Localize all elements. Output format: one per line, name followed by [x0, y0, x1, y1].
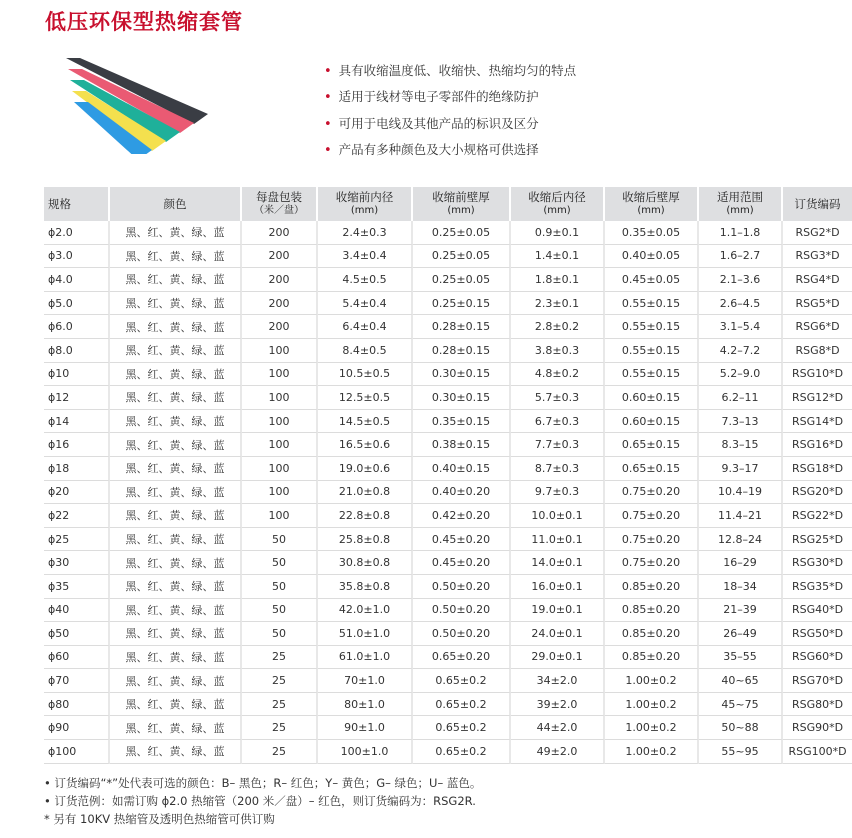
- table-row: [44, 740, 852, 764]
- table-cell: 6.2–11: [699, 386, 783, 410]
- table-cell: RSG6*D: [783, 315, 852, 339]
- table-cell: ϕ5.0: [44, 292, 110, 316]
- table-cell: 1.00±0.2: [605, 693, 699, 717]
- table-cell: 8.4±0.5: [318, 339, 413, 363]
- table-cell: 黑、红、黄、绿、蓝: [110, 646, 242, 670]
- table-body: [44, 221, 852, 764]
- table-cell: 0.85±0.20: [605, 622, 699, 646]
- table-cell: 0.65±0.15: [605, 457, 699, 481]
- table-cell: 4.2–7.2: [699, 339, 783, 363]
- table-cell: 80±1.0: [318, 693, 413, 717]
- table-cell: 0.35±0.05: [605, 221, 699, 245]
- table-row: [44, 481, 852, 505]
- table-cell: 黑、红、黄、绿、蓝: [110, 575, 242, 599]
- bullet-icon: •: [324, 64, 332, 79]
- table-cell: RSG30*D: [783, 551, 852, 575]
- table-cell: 2.3±0.1: [511, 292, 605, 316]
- table-cell: 0.75±0.20: [605, 481, 699, 505]
- table-cell: 5.4±0.4: [318, 292, 413, 316]
- table-cell: 0.65±0.15: [605, 433, 699, 457]
- table-cell: 4.5±0.5: [318, 268, 413, 292]
- table-cell: 黑、红、黄、绿、蓝: [110, 410, 242, 434]
- table-cell: 3.4±0.4: [318, 245, 413, 269]
- table-row: [44, 551, 852, 575]
- table-cell: 1.00±0.2: [605, 740, 699, 764]
- table-cell: RSG2*D: [783, 221, 852, 245]
- table-cell: 16–29: [699, 551, 783, 575]
- table-cell: 100: [242, 481, 318, 505]
- table-cell: 50: [242, 622, 318, 646]
- table-cell: 0.55±0.15: [605, 292, 699, 316]
- table-cell: 黑、红、黄、绿、蓝: [110, 716, 242, 740]
- table-cell: 11.4–21: [699, 504, 783, 528]
- table-cell: 200: [242, 315, 318, 339]
- table-cell: 0.38±0.15: [413, 433, 511, 457]
- table-cell: 10.5±0.5: [318, 363, 413, 387]
- table-cell: 5.2–9.0: [699, 363, 783, 387]
- table-cell: RSG8*D: [783, 339, 852, 363]
- table-cell: ϕ22: [44, 504, 110, 528]
- column-header: 颜色: [110, 187, 242, 221]
- table-row: [44, 646, 852, 670]
- table-cell: 0.55±0.15: [605, 339, 699, 363]
- table-cell: RSG35*D: [783, 575, 852, 599]
- table-cell: 0.40±0.05: [605, 245, 699, 269]
- table-cell: ϕ25: [44, 528, 110, 552]
- table-cell: 0.42±0.20: [413, 504, 511, 528]
- table-cell: 50: [242, 528, 318, 552]
- table-cell: 35–55: [699, 646, 783, 670]
- table-cell: 6.7±0.3: [511, 410, 605, 434]
- table-cell: 黑、红、黄、绿、蓝: [110, 693, 242, 717]
- table-cell: ϕ18: [44, 457, 110, 481]
- column-header: 每盘包装 （米／盘）: [242, 187, 318, 221]
- table-cell: RSG5*D: [783, 292, 852, 316]
- table-row: [44, 575, 852, 599]
- table-cell: 19.0±0.1: [511, 599, 605, 623]
- table-cell: 10.4–19: [699, 481, 783, 505]
- column-header: 收缩前内径 (mm): [318, 187, 413, 221]
- table-cell: 6.4±0.4: [318, 315, 413, 339]
- table-cell: 0.60±0.15: [605, 410, 699, 434]
- table-cell: 29.0±0.1: [511, 646, 605, 670]
- feature-item: • 产品有多种颜色及大小规格可供选择: [324, 141, 539, 158]
- table-cell: ϕ60: [44, 646, 110, 670]
- table-cell: 200: [242, 268, 318, 292]
- table-cell: 21–39: [699, 599, 783, 623]
- table-row: [44, 410, 852, 434]
- table-cell: 0.45±0.20: [413, 551, 511, 575]
- table-cell: 0.25±0.05: [413, 221, 511, 245]
- table-cell: 21.0±0.8: [318, 481, 413, 505]
- table-cell: 100: [242, 363, 318, 387]
- table-row: [44, 693, 852, 717]
- table-cell: 黑、红、黄、绿、蓝: [110, 292, 242, 316]
- table-cell: 0.9±0.1: [511, 221, 605, 245]
- table-cell: 黑、红、黄、绿、蓝: [110, 599, 242, 623]
- table-cell: 100: [242, 339, 318, 363]
- table-cell: 0.40±0.15: [413, 457, 511, 481]
- table-cell: 9.7±0.3: [511, 481, 605, 505]
- column-header: 适用范围 (mm): [699, 187, 783, 221]
- table-cell: 0.85±0.20: [605, 646, 699, 670]
- table-cell: 3.1–5.4: [699, 315, 783, 339]
- table-cell: 26–49: [699, 622, 783, 646]
- table-cell: RSG16*D: [783, 433, 852, 457]
- table-cell: 100: [242, 504, 318, 528]
- table-cell: 34±2.0: [511, 669, 605, 693]
- table-cell: 2.8±0.2: [511, 315, 605, 339]
- table-row: [44, 528, 852, 552]
- table-cell: 2.6–4.5: [699, 292, 783, 316]
- table-cell: 4.8±0.2: [511, 363, 605, 387]
- heat-shrink-tubes-image: [62, 56, 212, 154]
- table-cell: 0.75±0.20: [605, 551, 699, 575]
- table-cell: RSG70*D: [783, 669, 852, 693]
- table-cell: 0.65±0.2: [413, 716, 511, 740]
- column-header: 订货编码: [783, 187, 852, 221]
- table-cell: RSG60*D: [783, 646, 852, 670]
- table-cell: 39±2.0: [511, 693, 605, 717]
- table-cell: ϕ10: [44, 363, 110, 387]
- bullet-icon: •: [324, 142, 332, 158]
- table-cell: RSG100*D: [783, 740, 852, 764]
- table-cell: 55~95: [699, 740, 783, 764]
- table-cell: 200: [242, 221, 318, 245]
- table-cell: 16.5±0.6: [318, 433, 413, 457]
- table-row: [44, 622, 852, 646]
- table-cell: RSG18*D: [783, 457, 852, 481]
- table-cell: 9.3–17: [699, 457, 783, 481]
- column-header: 收缩前壁厚 (mm): [413, 187, 511, 221]
- table-cell: 22.8±0.8: [318, 504, 413, 528]
- table-cell: 25: [242, 669, 318, 693]
- table-cell: 0.55±0.15: [605, 315, 699, 339]
- table-cell: 1.4±0.1: [511, 245, 605, 269]
- table-cell: 44±2.0: [511, 716, 605, 740]
- column-header: 收缩后内径 (mm): [511, 187, 605, 221]
- table-cell: RSG40*D: [783, 599, 852, 623]
- table-cell: RSG3*D: [783, 245, 852, 269]
- table-cell: 0.85±0.20: [605, 599, 699, 623]
- table-cell: 0.60±0.15: [605, 386, 699, 410]
- table-cell: ϕ4.0: [44, 268, 110, 292]
- table-row: [44, 339, 852, 363]
- table-cell: 0.28±0.15: [413, 339, 511, 363]
- table-cell: 25: [242, 716, 318, 740]
- spec-table: [44, 187, 852, 764]
- table-row: [44, 433, 852, 457]
- table-cell: 49±2.0: [511, 740, 605, 764]
- table-cell: 14.0±0.1: [511, 551, 605, 575]
- table-cell: 0.85±0.20: [605, 575, 699, 599]
- table-cell: 25: [242, 693, 318, 717]
- table-cell: 3.8±0.3: [511, 339, 605, 363]
- table-row: [44, 221, 852, 245]
- table-cell: 8.7±0.3: [511, 457, 605, 481]
- table-cell: 0.45±0.05: [605, 268, 699, 292]
- table-cell: 黑、红、黄、绿、蓝: [110, 363, 242, 387]
- table-cell: 10.0±0.1: [511, 504, 605, 528]
- table-cell: 0.50±0.20: [413, 622, 511, 646]
- table-cell: 0.30±0.15: [413, 363, 511, 387]
- table-cell: ϕ35: [44, 575, 110, 599]
- table-cell: 1.00±0.2: [605, 716, 699, 740]
- table-cell: 黑、红、黄、绿、蓝: [110, 457, 242, 481]
- note-extra: * 另有 10KV 热缩管及透明色热缩管可供订购: [44, 812, 275, 826]
- table-cell: 100: [242, 457, 318, 481]
- table-cell: 0.35±0.15: [413, 410, 511, 434]
- feature-item: • 具有收缩温度低、收缩快、热缩均匀的特点: [324, 63, 577, 79]
- table-cell: 25: [242, 646, 318, 670]
- table-cell: 200: [242, 245, 318, 269]
- table-cell: 100: [242, 433, 318, 457]
- table-cell: 0.30±0.15: [413, 386, 511, 410]
- column-header: 收缩后壁厚 (mm): [605, 187, 699, 221]
- table-cell: 14.5±0.5: [318, 410, 413, 434]
- table-cell: 25: [242, 740, 318, 764]
- table-cell: ϕ30: [44, 551, 110, 575]
- footnotes: [44, 774, 481, 828]
- table-cell: ϕ40: [44, 599, 110, 623]
- table-cell: 11.0±0.1: [511, 528, 605, 552]
- table-row: [44, 504, 852, 528]
- table-cell: 5.7±0.3: [511, 386, 605, 410]
- table-row: [44, 599, 852, 623]
- table-cell: 1.1–1.8: [699, 221, 783, 245]
- table-cell: 黑、红、黄、绿、蓝: [110, 740, 242, 764]
- table-cell: 45~75: [699, 693, 783, 717]
- table-cell: 61.0±1.0: [318, 646, 413, 670]
- table-cell: 黑、红、黄、绿、蓝: [110, 551, 242, 575]
- note-order-example: • 订货范例：如需订购 ϕ2.0 热缩管（200 米／盘）– 红色，则订货编码为：RSG2R.: [44, 794, 476, 808]
- table-cell: 19.0±0.6: [318, 457, 413, 481]
- table-cell: 0.45±0.20: [413, 528, 511, 552]
- table-cell: ϕ90: [44, 716, 110, 740]
- page-title: 低压环保型热缩套管: [45, 10, 243, 34]
- table-cell: 25.8±0.8: [318, 528, 413, 552]
- table-cell: RSG22*D: [783, 504, 852, 528]
- table-cell: 黑、红、黄、绿、蓝: [110, 315, 242, 339]
- table-cell: 50: [242, 599, 318, 623]
- table-cell: 8.3–15: [699, 433, 783, 457]
- table-cell: 200: [242, 292, 318, 316]
- table-cell: 0.50±0.20: [413, 599, 511, 623]
- table-cell: 1.00±0.2: [605, 669, 699, 693]
- table-cell: RSG12*D: [783, 386, 852, 410]
- table-row: [44, 315, 852, 339]
- table-cell: ϕ100: [44, 740, 110, 764]
- table-cell: 12.8–24: [699, 528, 783, 552]
- table-header-row: [44, 187, 852, 221]
- table-cell: 黑、红、黄、绿、蓝: [110, 268, 242, 292]
- table-cell: RSG20*D: [783, 481, 852, 505]
- table-cell: 2.1–3.6: [699, 268, 783, 292]
- table-cell: RSG90*D: [783, 716, 852, 740]
- column-header: 规格: [44, 187, 110, 221]
- table-cell: 1.8±0.1: [511, 268, 605, 292]
- table-cell: 70±1.0: [318, 669, 413, 693]
- table-cell: ϕ6.0: [44, 315, 110, 339]
- table-cell: RSG14*D: [783, 410, 852, 434]
- table-cell: 18–34: [699, 575, 783, 599]
- table-cell: 0.65±0.2: [413, 740, 511, 764]
- table-cell: 40~65: [699, 669, 783, 693]
- table-row: [44, 716, 852, 740]
- table-cell: 90±1.0: [318, 716, 413, 740]
- table-cell: 0.75±0.20: [605, 528, 699, 552]
- table-cell: 0.65±0.2: [413, 693, 511, 717]
- feature-item: • 适用于线材等电子零部件的绝缘防护: [324, 89, 539, 106]
- table-cell: 0.25±0.05: [413, 268, 511, 292]
- table-cell: 0.65±0.20: [413, 646, 511, 670]
- table-cell: ϕ20: [44, 481, 110, 505]
- table-cell: 0.55±0.15: [605, 363, 699, 387]
- table-cell: 黑、红、黄、绿、蓝: [110, 339, 242, 363]
- table-cell: 42.0±1.0: [318, 599, 413, 623]
- table-cell: 0.50±0.20: [413, 575, 511, 599]
- table-row: [44, 669, 852, 693]
- table-cell: 30.8±0.8: [318, 551, 413, 575]
- table-row: [44, 268, 852, 292]
- table-cell: ϕ12: [44, 386, 110, 410]
- table-cell: RSG4*D: [783, 268, 852, 292]
- table-cell: 黑、红、黄、绿、蓝: [110, 669, 242, 693]
- table-cell: 100: [242, 386, 318, 410]
- table-cell: 35.8±0.8: [318, 575, 413, 599]
- table-cell: 黑、红、黄、绿、蓝: [110, 386, 242, 410]
- table-cell: 0.75±0.20: [605, 504, 699, 528]
- feature-item: • 可用于电线及其他产品的标识及区分: [324, 115, 539, 132]
- bullet-icon: •: [324, 90, 332, 106]
- table-cell: 0.25±0.05: [413, 245, 511, 269]
- table-cell: 1.6–2.7: [699, 245, 783, 269]
- table-cell: 100: [242, 410, 318, 434]
- table-cell: 0.25±0.15: [413, 292, 511, 316]
- table-cell: 50: [242, 551, 318, 575]
- table-row: [44, 363, 852, 387]
- table-cell: 16.0±0.1: [511, 575, 605, 599]
- note-color-code: • 订货编码“*”处代表可选的颜色：B– 黑色；R– 红色；Y– 黄色；G– 绿色；U– 蓝色。: [44, 776, 482, 790]
- table-cell: ϕ70: [44, 669, 110, 693]
- table-cell: RSG25*D: [783, 528, 852, 552]
- bullet-icon: •: [324, 116, 332, 132]
- table-cell: 7.3–13: [699, 410, 783, 434]
- table-cell: ϕ16: [44, 433, 110, 457]
- table-cell: ϕ8.0: [44, 339, 110, 363]
- table-cell: 7.7±0.3: [511, 433, 605, 457]
- table-row: [44, 457, 852, 481]
- table-cell: 50: [242, 575, 318, 599]
- table-row: [44, 292, 852, 316]
- table-cell: 0.65±0.2: [413, 669, 511, 693]
- table-cell: 黑、红、黄、绿、蓝: [110, 221, 242, 245]
- table-row: [44, 386, 852, 410]
- table-row: [44, 245, 852, 269]
- table-cell: 50~88: [699, 716, 783, 740]
- table-cell: 黑、红、黄、绿、蓝: [110, 481, 242, 505]
- table-cell: 黑、红、黄、绿、蓝: [110, 433, 242, 457]
- table-cell: 黑、红、黄、绿、蓝: [110, 504, 242, 528]
- table-cell: ϕ3.0: [44, 245, 110, 269]
- table-cell: ϕ2.0: [44, 221, 110, 245]
- feature-list: [324, 58, 576, 163]
- table-cell: ϕ50: [44, 622, 110, 646]
- table-cell: RSG50*D: [783, 622, 852, 646]
- table-cell: 黑、红、黄、绿、蓝: [110, 245, 242, 269]
- table-cell: 100±1.0: [318, 740, 413, 764]
- table-cell: 黑、红、黄、绿、蓝: [110, 622, 242, 646]
- table-cell: 0.40±0.20: [413, 481, 511, 505]
- table-cell: 2.4±0.3: [318, 221, 413, 245]
- table-cell: ϕ14: [44, 410, 110, 434]
- table-cell: 12.5±0.5: [318, 386, 413, 410]
- table-cell: ϕ80: [44, 693, 110, 717]
- table-cell: 黑、红、黄、绿、蓝: [110, 528, 242, 552]
- table-cell: 0.28±0.15: [413, 315, 511, 339]
- table-cell: RSG80*D: [783, 693, 852, 717]
- table-cell: 24.0±0.1: [511, 622, 605, 646]
- table-cell: RSG10*D: [783, 363, 852, 387]
- table-cell: 51.0±1.0: [318, 622, 413, 646]
